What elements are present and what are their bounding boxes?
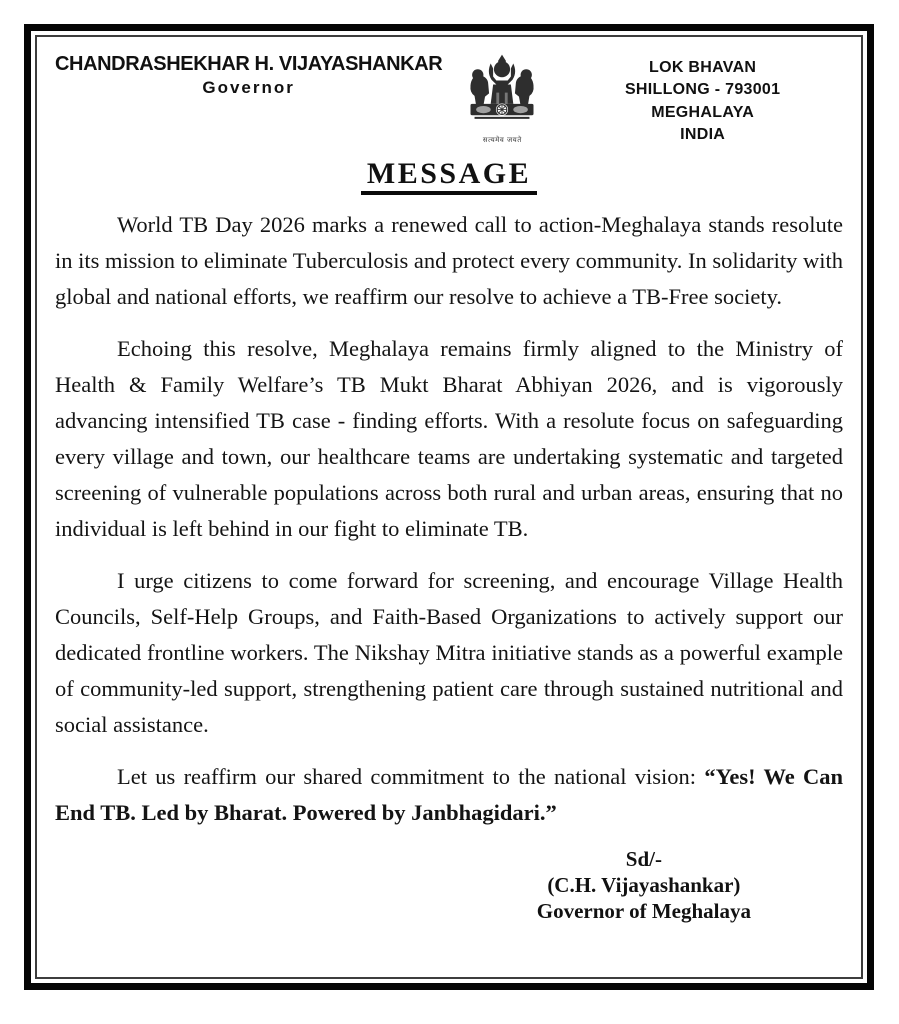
- emblem-motto-text: सत्यमेव जयते: [482, 136, 522, 144]
- closing-vision-statement: “Yes! We Can End TB. Led by Bharat. Powered by Janbhagidari.”: [55, 763, 843, 825]
- closing-paragraph: [55, 759, 843, 831]
- paragraph-1: World TB Day 2026 marks a renewed call to action-Meghalaya stands resolute in its mission to eliminate Tuberculosis and protect every community. In solidarity with global and national efforts, we reaffirm our resolve to achieve a TB-Free society.: [55, 211, 843, 309]
- address-line: LOK BHAVAN: [649, 59, 757, 76]
- closing-text: Let us reaffirm our shared commitment to the national vision:: [117, 763, 705, 789]
- emblem-block: [442, 47, 562, 145]
- letterhead: [55, 47, 843, 147]
- outer-border-frame: [24, 24, 874, 990]
- signature-designation: Governor of Meghalaya: [536, 898, 751, 923]
- national-emblem-icon: [461, 49, 543, 133]
- paragraph-2: Echoing this resolve, Meghalaya remains firmly aligned to the Ministry of Health & Family Welfare’s TB Mukt Bharat Abhiyan 2026, and is vigorously advancing intensified TB case - finding efforts. With a resolute focus on safeguarding every village and town, our healthcare teams are undertaking systematic and targeted screening of vulnerable populations across both rural and urban areas, ensuring that no individual is left behind in our fight to eliminate TB.: [55, 335, 843, 541]
- paragraph-3: I urge citizens to come forward for screening, and encourage Village Health Councils, Self-Help Groups, and Faith-Based Organizations to actively support our dedicated frontline workers. The Nikshay Mitra initiative stands as a powerful example of community-led support, strengthening patient care through sustained nutritional and social assistance.: [55, 567, 843, 737]
- message-body: [55, 207, 843, 831]
- address-block: [562, 47, 843, 147]
- signature-sd: Sd/-: [625, 846, 662, 871]
- title-row: [55, 157, 843, 195]
- signature-block: [537, 847, 751, 924]
- address-line: MEGHALAYA: [651, 103, 755, 121]
- inner-border-frame: [35, 35, 863, 979]
- document-title: MESSAGE: [361, 157, 537, 195]
- officer-name: CHANDRASHEKHAR H. VIJAYASHANKAR: [55, 53, 443, 75]
- officer-block: [55, 47, 442, 98]
- officer-title: Governor: [202, 78, 295, 97]
- signature-name: (C.H. Vijayashankar): [547, 872, 741, 897]
- address-line: SHILLONG - 793001: [624, 81, 781, 99]
- address-line: INDIA: [680, 126, 726, 144]
